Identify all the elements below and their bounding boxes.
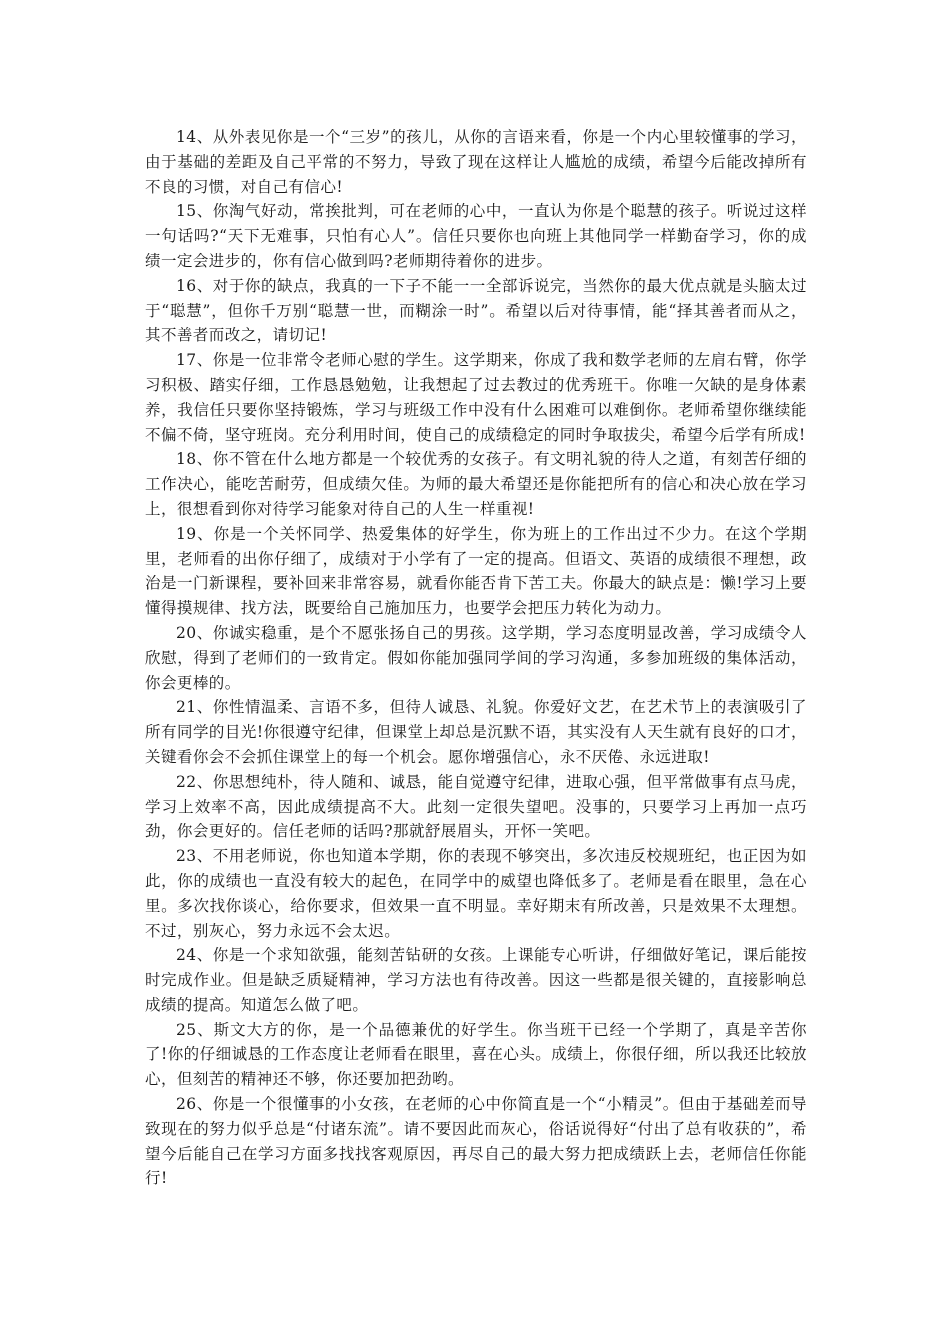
- document-body: [145, 125, 807, 1191]
- paragraph-24: 24、你是一个求知欲强，能刻苦钻研的女孩。上课能专心听讲，仔细做好笔记，课后能按时完成作业。但是缺乏质疑精神，学习方法也有待改善。因这一些都是很关键的，直接影响总成绩的提高。知道怎么做了吧。: [145, 946, 807, 1014]
- paragraph-19: 19、你是一个关怀同学、热爱集体的好学生，你为班上的工作出过不少力。在这个学期里，老师看的出你仔细了，成绩对于小学有了一定的提高。但语文、英语的成绩很不理想，政治是一门新课程，要补回来非常容易，就看你能否肯下苦工夫。你最大的缺点是：懒!学习上要懂得摸规律、找方法，既要给自己施加压力，也要学会把压力转化为动力。: [145, 524, 807, 618]
- paragraph-16: 16、对于你的缺点，我真的一下子不能一一全部诉说完，当然你的最大优点就是头脑太过于“聪慧”，但你千万别“聪慧一世，而糊涂一时”。希望以后对待事情，能“择其善者而从之，其不善者而改之，请切记!: [145, 276, 807, 345]
- paragraph-26: 26、你是一个很懂事的小女孩，在老师的心中你简直是一个“小精灵”。但由于基础差而导致现在的努力似乎总是“付诸东流”。请不要因此而灰心，俗话说得好“付出了总有收获的”，希望今后能自己在学习方面多找找客观原因，再尽自己的最大努力把成绩跃上去，老师信任你能行!: [145, 1095, 807, 1188]
- paragraph-25: 25、斯文大方的你，是一个品德兼优的好学生。你当班干已经一个学期了，真是辛苦你了!你的仔细诚恳的工作态度让老师看在眼里，喜在心头。成绩上，你很仔细，所以我还比较放心，但刻苦的精神还不够，你还要加把劲哟。: [145, 1020, 807, 1089]
- paragraph-20: 20、你诚实稳重，是个不愿张扬自己的男孩。这学期，学习态度明显改善，学习成绩令人欣慰，得到了老师们的一致肯定。假如你能加强同学间的学习沟通，多参加班级的集体活动，你会更棒的。: [145, 623, 807, 692]
- paragraph-15: 15、你淘气好动，常挨批判，可在老师的心中，一直认为你是个聪慧的孩子。听说过这样一句话吗?“天下无难事，只怕有心人”。信任只要你也向班上其他同学一样勤奋学习，你的成绩一定会进步的，你有信心做到吗?老师期待着你的进步。: [145, 202, 807, 270]
- paragraph-17: 17、你是一位非常令老师心慰的学生。这学期来，你成了我和数学老师的左肩右臂，你学习积极、踏实仔细，工作恳恳勉勉，让我想起了过去教过的优秀班干。你唯一欠缺的是身体素养，我信任只要你坚持锻炼，学习与班级工作中没有什么困难可以难倒你。老师希望你继续能不偏不倚，坚守班岗。充分利用时间，使自己的成绩稳定的同时争取拔尖，希望今后学有所成!: [145, 351, 807, 444]
- paragraph-22: 22、你思想纯朴，待人随和、诚恳，能自觉遵守纪律，进取心强，但平常做事有点马虎，学习上效率不高，因此成绩提高不大。此刻一定很失望吧。没事的，只要学习上再加一点巧劲，你会更好的。信任老师的话吗?那就舒展眉头，开怀一笑吧。: [145, 772, 807, 841]
- paragraph-23: 23、不用老师说，你也知道本学期，你的表现不够突出，多次违反校规班纪，也正因为如此，你的成绩也一直没有较大的起色，在同学中的威望也降低多了。老师是看在眼里，急在心里。多次找你谈心，给你要求，但效果一直不明显。幸好期末有所改善，只是效果不太理想。不过，别灰心，努力永远不会太迟。: [145, 847, 807, 940]
- paragraph-14: 14、从外表见你是一个“三岁”的孩儿，从你的言语来看，你是一个内心里较懂事的学习，由于基础的差距及自己平常的不努力，导致了现在这样让人尴尬的成绩，希望今后能改掉所有不良的习惯，对自己有信心!: [145, 128, 807, 196]
- paragraph-18: 18、你不管在什么地方都是一个较优秀的女孩子。有文明礼貌的待人之道，有刻苦仔细的工作决心，能吃苦耐劳，但成绩欠佳。为师的最大希望还是你能把所有的信心和决心放在学习上，很想看到你对待学习能象对待自己的人生一样重视!: [145, 450, 807, 518]
- paragraph-21: 21、你性情温柔、言语不多，但待人诚恳、礼貌。你爱好文艺，在艺术节上的表演吸引了所有同学的目光!你很遵守纪律，但课堂上却总是沉默不语，其实没有人天生就有良好的口才，关键看你会不会抓住课堂上的每一个机会。愿你增强信心，永不厌倦、永远进取!: [145, 698, 807, 766]
